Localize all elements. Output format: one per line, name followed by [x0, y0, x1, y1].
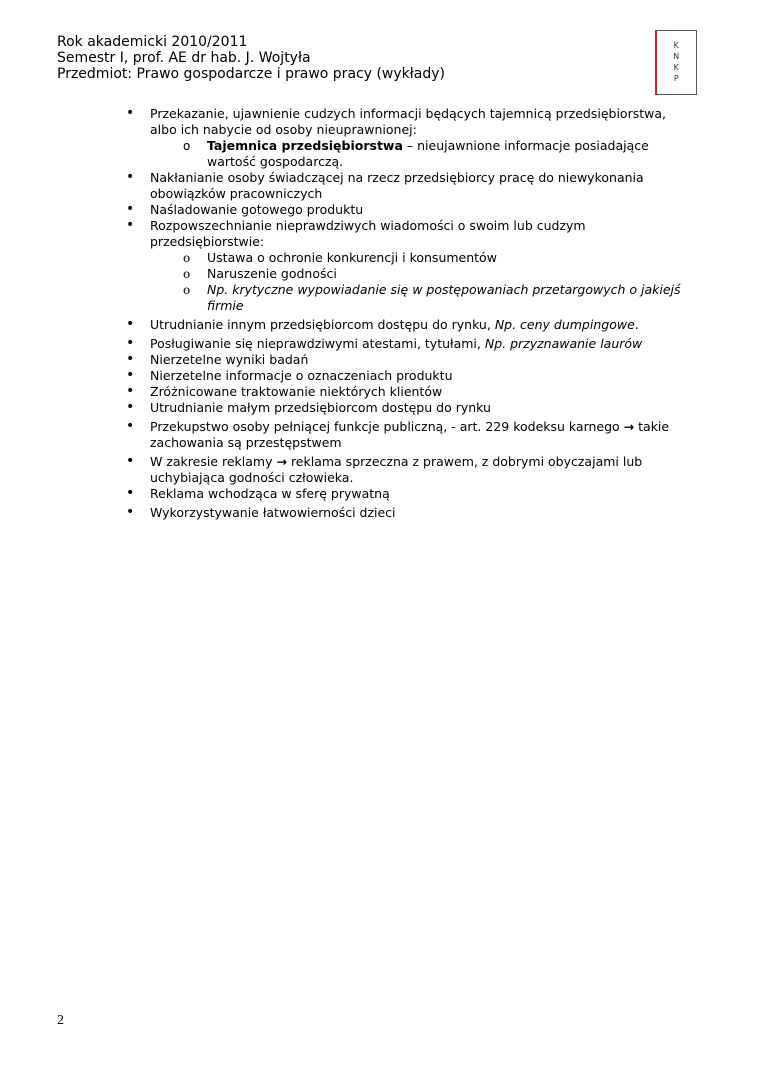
- sub-list-item: o Naruszenie godności: [183, 266, 337, 281]
- bullet-icon: •: [126, 504, 135, 520]
- bullet-icon: •: [126, 399, 135, 415]
- list-item: • Nierzetelne informacje o oznaczeniach produktu: [126, 367, 453, 383]
- academic-year: Rok akademicki 2010/2011: [57, 34, 248, 50]
- bullet-list: [0, 106, 760, 521]
- list-item: • Przekupstwo osoby pełniącej funkcje publiczną, - art. 229 kodeksu karnego → takie zachowania są przestępstwem: [126, 418, 670, 450]
- list-item: • Nakłanianie osoby świadczącej na rzecz przedsiębiorcy pracę do niewykonania obowiązków pracowniczych: [126, 169, 644, 201]
- knkp-logo: [655, 30, 697, 95]
- list-item: • Naśladowanie gotowego produktu: [126, 201, 364, 217]
- bullet-icon: •: [126, 453, 135, 469]
- sub-bullet-icon: o: [183, 267, 191, 281]
- document-header: [57, 34, 445, 82]
- bullet-icon: •: [126, 485, 135, 501]
- circle-bullet-icon: o: [183, 139, 191, 153]
- course-subject: Przedmiot: Prawo gospodarcze i prawo pracy (wykłady): [57, 66, 445, 82]
- list-item: • Zróżnicowane traktowanie niektórych klientów: [126, 383, 443, 399]
- bullet-icon: •: [126, 418, 135, 434]
- sub-bullet-icon: o: [183, 283, 191, 297]
- bullet-icon: •: [126, 217, 135, 233]
- arrow-right-icon: →: [276, 454, 287, 469]
- bullet-icon: •: [126, 105, 135, 121]
- sub-list-item: o Tajemnica przedsiębiorstwa – nieujawnione informacje posiadające wartość gospodarczą.: [183, 138, 649, 169]
- list-item: • Rozpowszechnianie nieprawdziwych wiadomości o swoim lub cudzym przedsiębiorstwie:: [126, 217, 586, 249]
- list-item: • Reklama wchodząca w sferę prywatną: [126, 485, 390, 501]
- bullet-icon: •: [126, 351, 135, 367]
- list-item: • Posługiwanie się nieprawdziwymi atestami, tytułami, Np. przyznawanie laurów: [126, 335, 643, 351]
- page-number: 2: [57, 1013, 64, 1028]
- logo-letters: K N K P: [673, 41, 680, 83]
- list-item: • Wykorzystywanie łatwowierności dzieci: [126, 504, 396, 520]
- list-item: • Utrudnianie małym przedsiębiorcom dostępu do rynku: [126, 399, 491, 415]
- bullet-icon: •: [126, 383, 135, 399]
- sub-list-item: o Np. krytyczne wypowiadanie się w postępowaniach przetargowych o jakiejś firmie: [183, 282, 681, 313]
- semester-professor: Semestr I, prof. AE dr hab. J. Wojtyła: [57, 50, 311, 66]
- list-item: • Utrudnianie innym przedsiębiorcom dostępu do rynku, Np. ceny dumpingowe.: [126, 316, 639, 332]
- sub-bullet-icon: o: [183, 251, 191, 265]
- arrow-right-icon: →: [623, 419, 635, 434]
- list-item: • Przekazanie, ujawnienie cudzych informacji będących tajemnicą przedsiębiorstwa, albo ich nabycie od osoby nieuprawnionej:: [126, 105, 666, 137]
- list-item: • W zakresie reklamy → reklama sprzeczna z prawem, z dobrymi obyczajami lub uchybiająca godności człowieka.: [126, 453, 643, 485]
- bullet-icon: •: [126, 201, 135, 217]
- sub-list-item: o Ustawa o ochronie konkurencji i konsumentów: [183, 250, 497, 265]
- list-item: • Nierzetelne wyniki badań: [126, 351, 309, 367]
- bullet-icon: •: [126, 316, 135, 332]
- bullet-icon: •: [126, 169, 135, 185]
- bullet-icon: •: [126, 335, 135, 351]
- bullet-icon: •: [126, 367, 135, 383]
